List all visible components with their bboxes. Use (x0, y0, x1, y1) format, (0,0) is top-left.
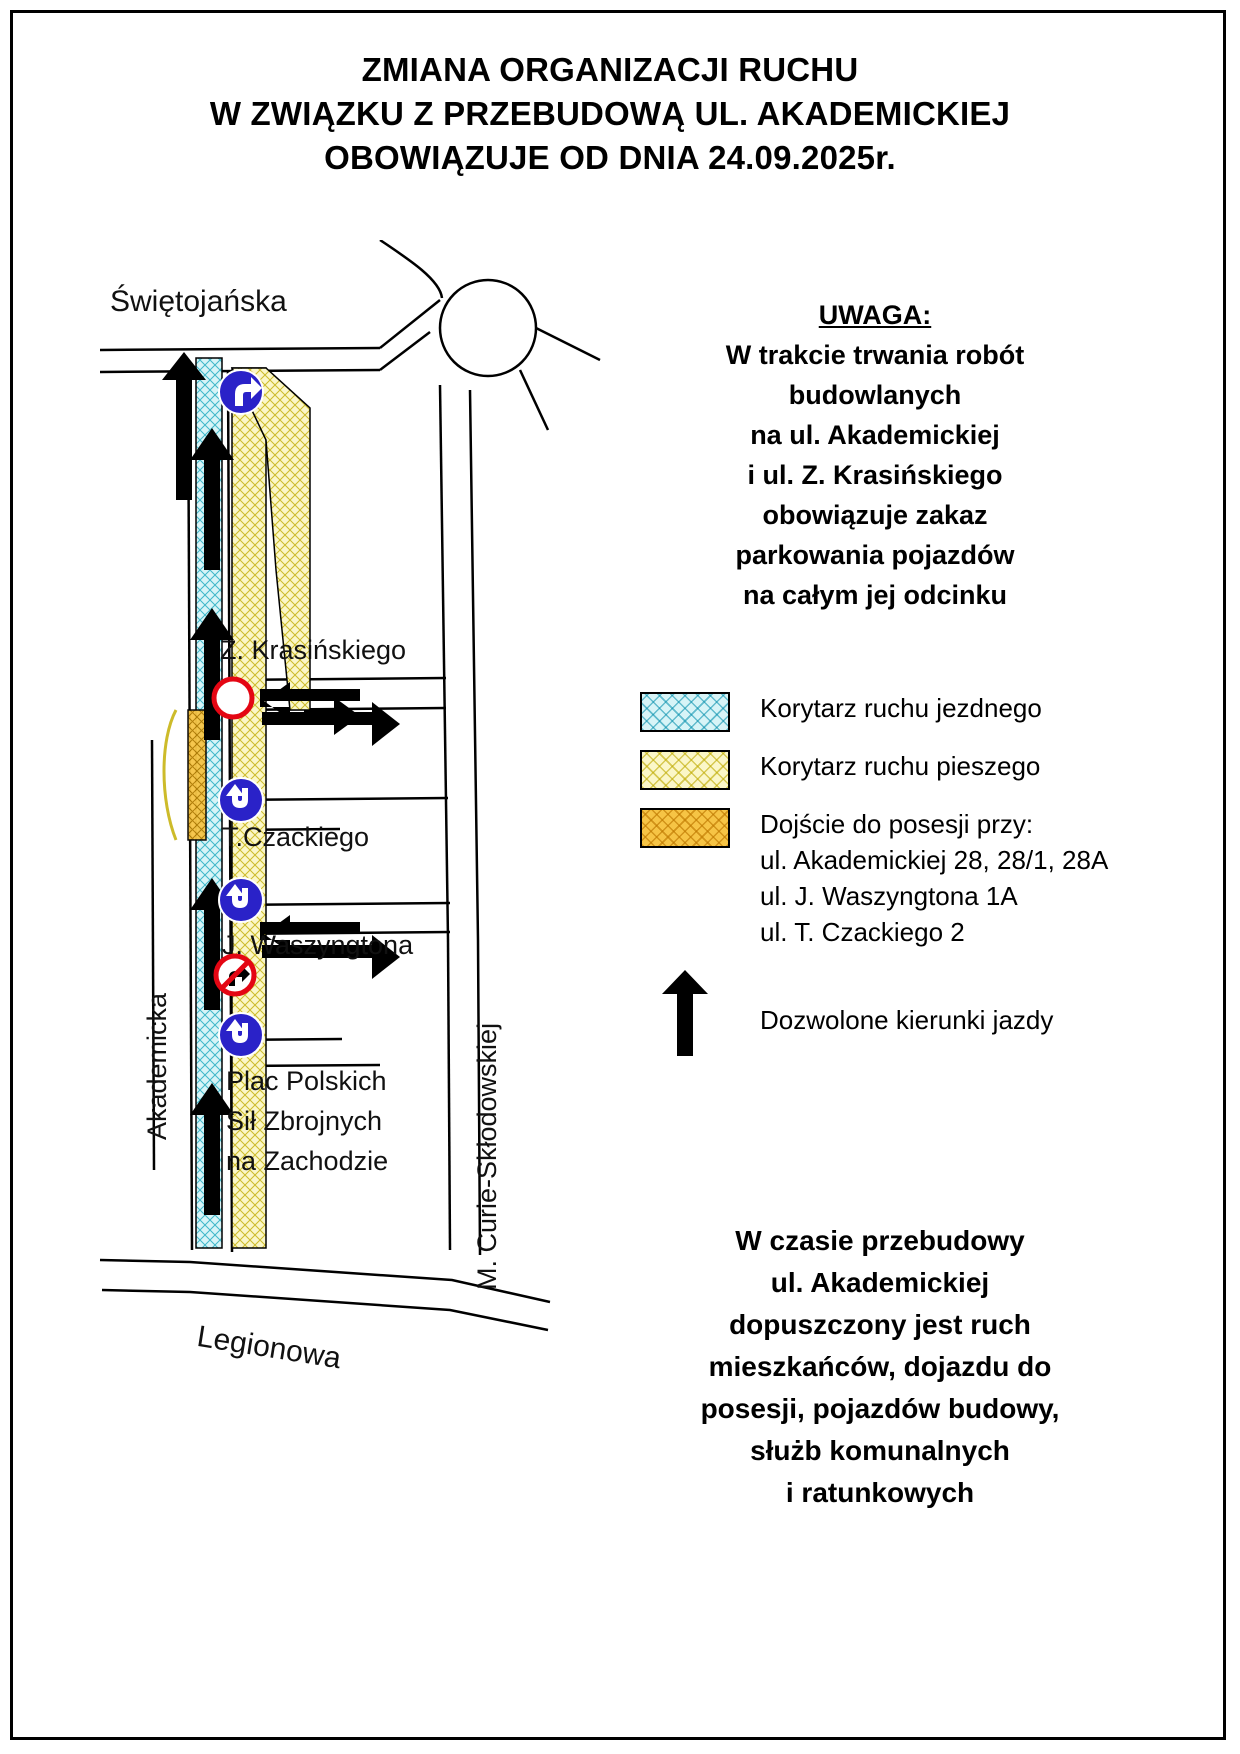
street-label-legionowa: Legionowa (194, 1320, 344, 1376)
black-arrow-icon (650, 968, 720, 1058)
street-label-akademicka: Akademicka (142, 992, 172, 1140)
legend-label-property-access: Dojście do posesji przy: (760, 809, 1034, 839)
legend-item-road (640, 690, 1160, 734)
legend-access-address-1: ul. Akademickiej 28, 28/1, 28A (760, 845, 1109, 875)
legend-label-road-corridor: Korytarz ruchu jezdnego (760, 693, 1042, 723)
title-line-1: ZMIANA ORGANIZACJI RUCHU (361, 51, 859, 88)
legend-item-direction (640, 964, 1160, 1054)
notice-line-5: obowiązuje zakaz (762, 500, 988, 530)
notice-header: UWAGA: (818, 300, 932, 330)
notice-line-4: i ul. Z. Krasińskiego (747, 460, 1003, 490)
map-diagram (80, 240, 680, 1420)
page-title (60, 48, 1160, 180)
title-line-3: OBOWIĄZUJE OD DNIA 24.09.2025r. (324, 139, 896, 176)
bottom-note-line-7: i ratunkowych (785, 1477, 975, 1508)
street-label-czackiego: T.Czackiego (222, 822, 370, 852)
place-label-line3: na Zachodzie (226, 1146, 389, 1176)
legend-item-access (640, 806, 1160, 950)
legend-access-address-3: ul. T. Czackiego 2 (760, 917, 965, 947)
bottom-note-line-5: posesji, pojazdów budowy, (700, 1393, 1060, 1424)
street-label-swietojanska: Świętojańska (110, 285, 287, 318)
bottom-note-line-4: mieszkańców, dojazdu do (708, 1351, 1052, 1382)
bottom-note-line-2: ul. Akademickiej (770, 1267, 990, 1298)
notice-line-2: budowlanych (788, 380, 962, 410)
legend-item-pedestrian (640, 748, 1160, 792)
notice-line-3: na ul. Akademickiej (750, 420, 1000, 450)
place-label-line1: Plac Polskich (226, 1066, 387, 1096)
bottom-note-line-1: W czasie przebudowy (735, 1225, 1025, 1256)
street-label-curie: M. Curie-Skłodowskiej (472, 1022, 502, 1290)
notice-line-6: parkowania pojazdów (735, 540, 1015, 570)
legend-swatch-pedestrian-corridor (640, 750, 730, 790)
notice-block (640, 295, 1110, 615)
title-line-2: W ZWIĄZKU Z PRZEBUDOWĄ UL. AKADEMICKIEJ (209, 95, 1011, 132)
bottom-note-line-3: dopuszczony jest ruch (729, 1309, 1031, 1340)
legend-label-pedestrian-corridor: Korytarz ruchu pieszego (760, 751, 1041, 781)
street-label-waszyngtona: J. Waszyngtona (222, 930, 414, 960)
bottom-note-line-6: służb komunalnych (750, 1435, 1010, 1466)
legend-label-allowed-directions: Dozwolone kierunki jazdy (760, 1005, 1054, 1035)
legend (640, 690, 1160, 1068)
notice-line-7: na całym jej odcinku (742, 580, 1008, 610)
bottom-note-block (630, 1220, 1130, 1514)
notice-line-1: W trakcie trwania robót (725, 340, 1025, 370)
legend-access-address-2: ul. J. Waszyngtona 1A (760, 881, 1018, 911)
street-label-krasinskiego: Z. Krasińskiego (220, 635, 407, 665)
place-label-line2: Sił Zbrojnych (226, 1106, 383, 1136)
legend-swatch-road-corridor (640, 692, 730, 732)
legend-swatch-property-access (640, 808, 730, 848)
